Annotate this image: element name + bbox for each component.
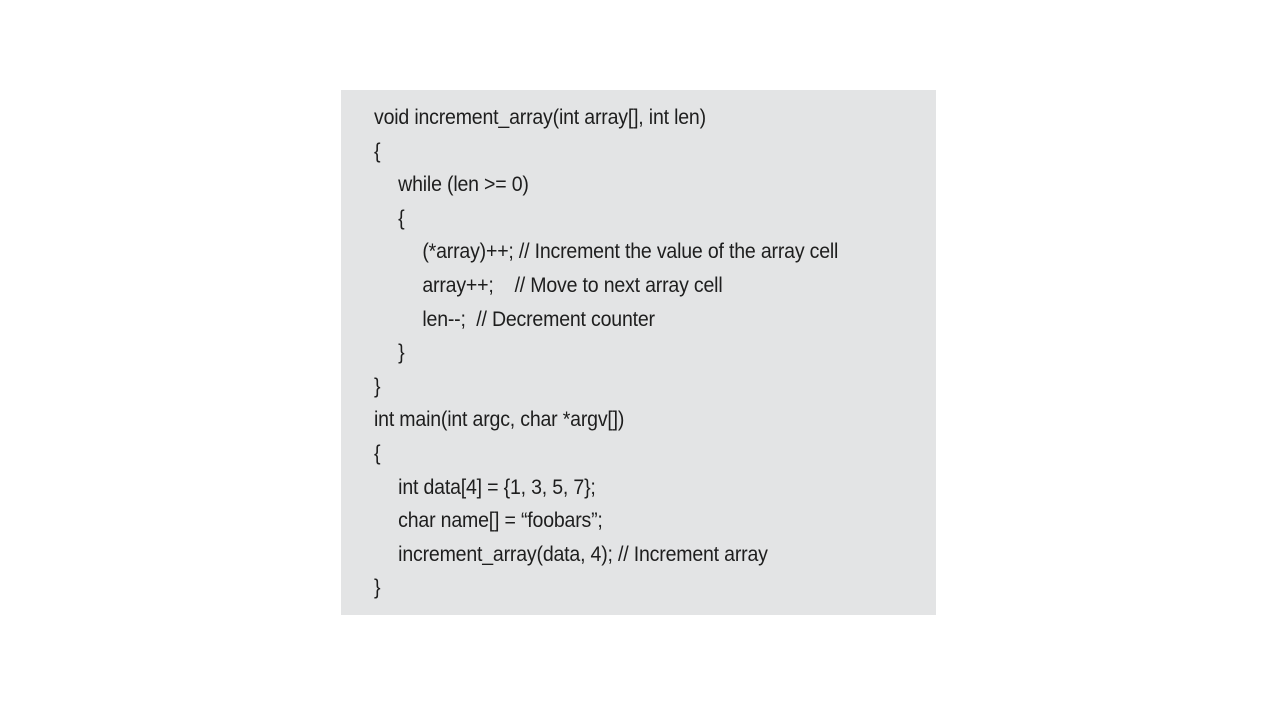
code-line-data-declaration: int data[4] = {1, 3, 5, 7}; [398, 475, 596, 499]
code-line-while-open-brace: { [398, 206, 405, 230]
code-line-close-brace: } [374, 374, 381, 398]
code-line-open-brace: { [374, 139, 381, 163]
code-line-function-signature: void increment_array(int array[], int len) [374, 106, 706, 129]
code-line-move-pointer: array++; // Move to next array cell [422, 273, 723, 297]
code-line-while-close-brace: } [398, 341, 405, 365]
code-line-decrement-counter: len--; // Decrement counter [422, 307, 655, 331]
code-line-main-close-brace: } [374, 576, 381, 600]
code-line-function-call: increment_array(data, 4); // Increment array [398, 542, 768, 566]
code-lines [374, 101, 873, 605]
code-line-main-signature: int main(int argc, char *argv[]) [374, 408, 625, 432]
code-listing-box [341, 90, 936, 615]
code-line-name-declaration: char name[] = “foobars”; [398, 509, 603, 533]
code-line-while: while (len >= 0) [398, 173, 529, 197]
code-line-increment-value: (*array)++; // Increment the value of the array cell [422, 240, 839, 264]
code-line-main-open-brace: { [374, 441, 381, 465]
